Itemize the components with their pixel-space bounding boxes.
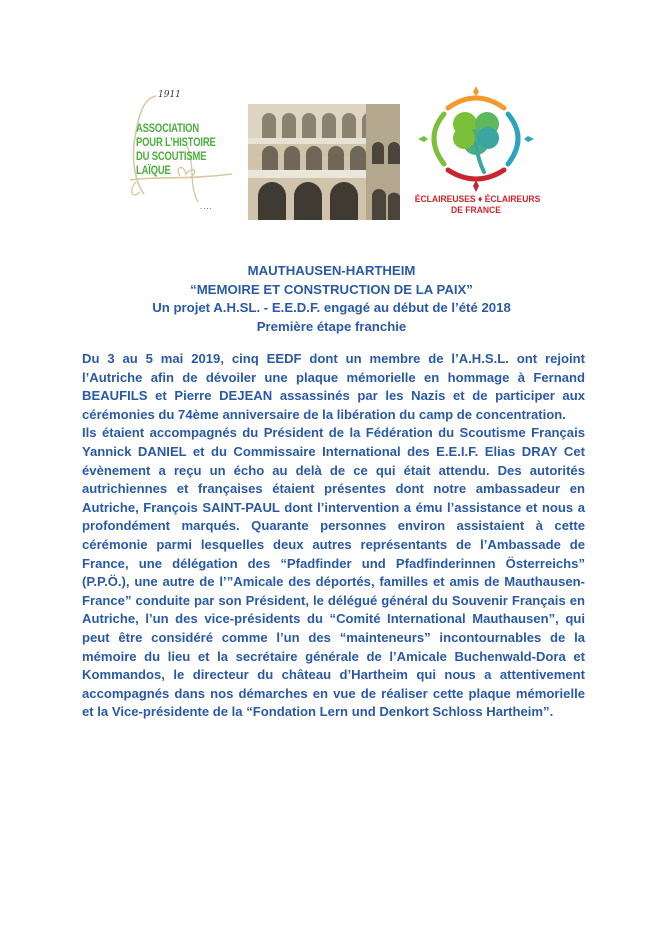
ahsl-line: POUR L’HISTOIRE (136, 137, 216, 149)
ahsl-line: LAÏQUE (136, 165, 171, 177)
eedf-logo (408, 84, 544, 219)
document-heading (0, 262, 663, 336)
ahsl-line: ASSOCIATION (136, 123, 199, 135)
heading-subtitle: “MEMOIRE ET CONSTRUCTION DE LA PAIX” (190, 281, 473, 297)
body-paragraph-1: Du 3 au 5 mai 2019, cinq EEDF dont un membre de l’A.H.S.L. ont rejoint l’Autriche afin de dévoiler une plaque mémorielle en hommage à Fernand BEAUFILS et Pierre DEJEAN assassinés par les Nazis et de participer aux cérémonies du 74ème anniversaire de la libération du camp de concentration. (82, 351, 585, 422)
heading-title: MAUTHAUSEN-HARTHEIM (247, 263, 416, 278)
eedf-line-2: DE FRANCE (451, 205, 501, 216)
body-paragraph-2: Ils étaient accompagnés du Président de la Fédération du Scoutisme Français Yannick DANIEL et du Commissaire International des E.E.I.F. Elias DRAY Cet évènement a reçu un écho au delà de ce qui était attendu. Des autorités autrichiennes et françaises étaient présentes dont notre ambassadeur en Autriche, François SAINT-PAUL dont l’intervention a ému l’assistance et nous a profondément marqués. Quarante personnes environ assistaient à cette cérémonie parmi lesquelles deux autres représentants de l’Ambassade de France, une délégation des “Pfadfinder und Pfadfinderinnen Österreichs” (P.P.Ö.), une autre de l’”Amicale des déportés, familles et amis de Mauthausen-France” conduite par son Président, le délégué général du Souvenir Français en Autriche, l’un des vice-présidents du “Comité International Mauthausen”, qui peut être considéré comme l’un des “mainteneurs” incontournables de la mémoire du lieu et la secrétaire générale de l’Amicale Buchenwald-Dora et Kommandos, le directeur du château d’Hartheim qui nous a attentivement accompagnés dans nos démarches en vue de réaliser cette plaque mémorielle et la Vice-présidente de la “Fondation Lern und Denkort Schloss Hartheim”. (82, 425, 585, 720)
heading-stage: Première étape franchie (256, 318, 407, 334)
ahsl-dots: .... (200, 202, 213, 211)
trefoil-compass-icon (408, 84, 544, 194)
eedf-brand-name (414, 194, 541, 216)
eedf-line-1: ÉCLAIREUSES ♦ ÉCLAIREURS (414, 194, 541, 205)
ahsl-year: 1911 (158, 90, 181, 100)
heading-project: Un projet A.H.SL. - E.E.D.F. engagé au début de l’été 2018 (152, 300, 511, 315)
ahsl-name (136, 122, 216, 178)
castle-courtyard-photo (248, 104, 400, 220)
document-body (82, 350, 585, 722)
ahsl-logo (126, 84, 236, 216)
ahsl-line: DU SCOUTISME (136, 151, 207, 163)
logo-banner (0, 84, 663, 224)
